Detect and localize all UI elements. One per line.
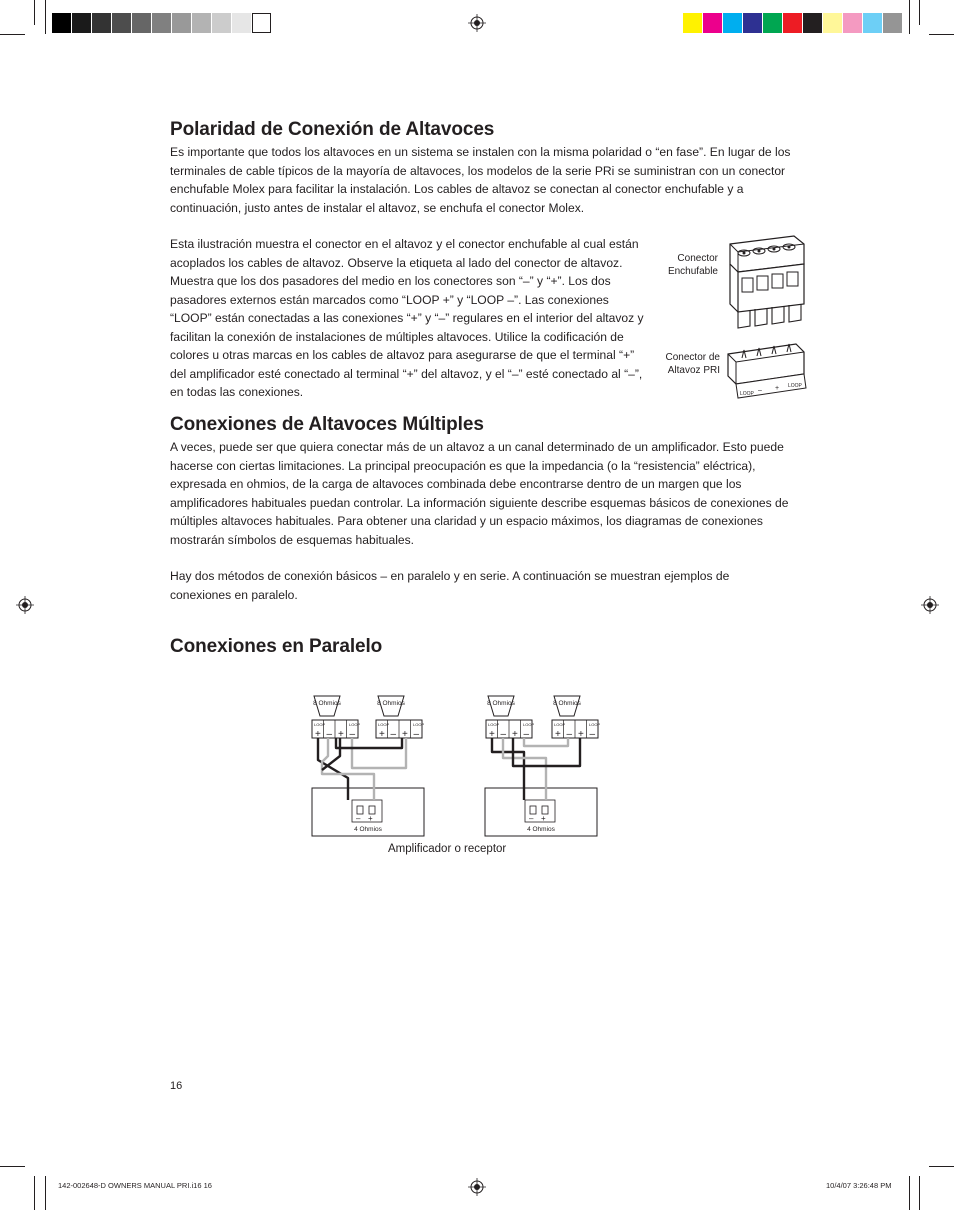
multiple-paragraph-2: Hay dos métodos de conexión básicos – en paralelo y en serie. A continuación se muestran ejemplos de conexiones en paralelo.	[170, 569, 730, 602]
crop-mark-br-v2	[909, 1176, 910, 1210]
gray-swatch	[72, 13, 91, 33]
terminal-polarity-label: –	[589, 729, 596, 740]
gray-swatch	[172, 13, 191, 33]
pri-label-line-1: Conector de	[665, 352, 720, 363]
crop-mark-bl-v2	[45, 1176, 46, 1210]
color-swatch	[703, 13, 722, 33]
speaker-impedance-label: 8 Ohmios	[313, 700, 341, 707]
crop-mark-tr-v	[919, 0, 920, 25]
diagram-caption: Amplificador o receptor	[388, 843, 507, 855]
color-swatch	[883, 13, 902, 33]
slug-date-time: 10/4/07 3:26:48 PM	[826, 1181, 892, 1190]
color-swatch	[803, 13, 822, 33]
terminal-loop-label: LOOP	[523, 722, 535, 727]
crop-mark-br-v	[919, 1176, 920, 1210]
crop-mark-br-h	[929, 1166, 954, 1167]
registration-mark-icon	[468, 1178, 486, 1196]
section-title-parallel: Conexiones en Paralelo	[170, 636, 383, 657]
crop-mark-tr-v2	[909, 0, 910, 34]
pri-connector-label	[640, 351, 720, 377]
gray-swatch	[232, 13, 251, 33]
terminal-polarity-label: +	[578, 729, 584, 740]
pri-pin-plus: +	[775, 385, 780, 392]
plug-connector-label	[640, 252, 718, 278]
terminal-polarity-label: +	[402, 729, 408, 740]
terminal-polarity-label: –	[500, 729, 507, 740]
terminal-polarity-label: +	[555, 729, 561, 740]
gray-swatch	[92, 13, 111, 33]
amplifier-terminal-minus	[530, 806, 536, 814]
color-swatch	[683, 13, 702, 33]
plug-label-line-2: Enchufable	[667, 266, 718, 277]
amplifier-plus-label: +	[368, 814, 373, 823]
section-title-polarity: Polaridad de Conexión de Altavoces	[170, 119, 495, 140]
polarity-paragraph-1: Es importante que todos los altavoces en un sistema se instalen con la misma polaridad o “en fase”. En lugar de los terminales de cable típicos de la mayoría de altavoces, los modelos de la serie PRi se suministran con un conector enchufable Molex para facilitar la instalación. Los cables de altavoz se conectan al conector enchufable y a continuación, justo antes de instalar el altavoz, se enchufa el conector Molex.	[170, 145, 791, 215]
wire-gray	[352, 738, 406, 768]
parallel-wiring-diagrams	[300, 690, 620, 840]
terminal-polarity-label: –	[566, 729, 573, 740]
color-swatch	[763, 13, 782, 33]
terminal-loop-label: LOOP	[413, 722, 425, 727]
terminal-polarity-label: –	[326, 729, 333, 740]
pri-pin-minus: –	[758, 387, 762, 394]
pri-pin-loop-left: LOOP	[740, 391, 754, 397]
terminal-polarity-label: +	[379, 729, 385, 740]
terminal-loop-label: LOOP	[378, 722, 390, 727]
terminal-loop-label: LOOP	[488, 722, 500, 727]
color-swatch	[863, 13, 882, 33]
terminal-polarity-label: +	[338, 729, 344, 740]
terminal-polarity-label: –	[390, 729, 397, 740]
amplifier-minus-label: –	[529, 814, 534, 823]
terminal-polarity-label: –	[413, 729, 420, 740]
amplifier-impedance-label: 4 Ohmios	[354, 826, 382, 833]
crop-mark-bl-h	[0, 1166, 25, 1167]
crop-mark-tl-v2	[45, 0, 46, 34]
amplifier-terminal-plus	[542, 806, 548, 814]
wire-gray	[524, 738, 568, 746]
speaker-impedance-label: 8 Ohmios	[553, 700, 581, 707]
color-swatch	[723, 13, 742, 33]
speaker-impedance-label: 8 Ohmios	[377, 700, 405, 707]
gray-swatch	[152, 13, 171, 33]
section-title-multiple: Conexiones de Altavoces Múltiples	[170, 414, 484, 435]
crop-mark-bl-v	[34, 1176, 35, 1210]
page-number: 16	[170, 1080, 183, 1092]
color-swatch	[823, 13, 842, 33]
terminal-polarity-label: –	[523, 729, 530, 740]
amplifier-minus-label: –	[356, 814, 361, 823]
terminal-polarity-label: –	[349, 729, 356, 740]
gray-swatch	[212, 13, 231, 33]
registration-mark-icon	[921, 596, 939, 614]
pri-label-line-2: Altavoz PRI	[667, 365, 720, 376]
pri-pin-loop-right: LOOP	[788, 383, 802, 389]
color-swatch	[783, 13, 802, 33]
speaker-impedance-label: 8 Ohmios	[487, 700, 515, 707]
registration-mark-icon	[468, 14, 486, 32]
terminal-loop-label: LOOP	[589, 722, 601, 727]
color-swatch	[843, 13, 862, 33]
registration-mark-icon	[16, 596, 34, 614]
amplifier-terminal-plus	[369, 806, 375, 814]
amplifier-plus-label: +	[541, 814, 546, 823]
gray-swatch	[132, 13, 151, 33]
molex-connector-illustration	[722, 232, 812, 402]
gray-swatch	[252, 13, 271, 33]
slug-file-info: 142-002648-D OWNERS MANUAL PRI.i16 16	[58, 1181, 212, 1190]
gray-swatch	[112, 13, 131, 33]
amplifier-terminal-minus	[357, 806, 363, 814]
terminal-loop-label: LOOP	[314, 722, 326, 727]
plug-label-line-1: Conector	[677, 253, 718, 264]
multiple-paragraph-1: A veces, puede ser que quiera conectar más de un altavoz a un canal determinado de un amplificador. Esto puede hacerse con ciertas limitaciones. La principal preocupación es que la impedancia (o la “resistencia” eléctrica), expresada en ohmios, de la carga de altavoces combinada debe encontrarse dentro de un margen que los amplificadores habituales puedan controlar. La información siguiente describe esquemas básicos de conexiones de múltiples altavoces habituales. Para obtener una claridad y un espacio máximos, los diagramas de conexiones mostrarán símbolos de esquemas habituales.	[170, 440, 789, 547]
crop-mark-tl-h	[0, 34, 25, 35]
gray-swatch	[192, 13, 211, 33]
color-swatch	[743, 13, 762, 33]
amplifier-impedance-label: 4 Ohmios	[527, 826, 555, 833]
crop-mark-tr-h	[929, 34, 954, 35]
crop-mark-tl-v	[34, 0, 35, 25]
gray-swatch	[52, 13, 71, 33]
terminal-polarity-label: +	[512, 729, 518, 740]
terminal-polarity-label: +	[315, 729, 321, 740]
terminal-loop-label: LOOP	[349, 722, 361, 727]
polarity-paragraph-2: Esta ilustración muestra el conector en el altavoz y el conector enchufable al cual están acoplados los cables de altavoz. Observe la etiqueta al lado del conector de altavoz. Muestra que los dos pasadores del medio en los conectores son “–” y “+”. Los dos pasadores externos están marcados como “LOOP +” y “LOOP –”. Las conexiones “LOOP” están conectadas a las conexiones “+” y “–” regulares en el interior del altavoz y facilitan la conexión de instalaciones de múltiples altavoces. Utilice la codificación de colores u otras marcas en los cables de altavoz para asegurarse de que el terminal “+” del amplificador esté conectado al terminal “+” del altavoz, y el “–” esté conectado al “–”, en todas las conexiones.	[170, 237, 644, 399]
terminal-loop-label: LOOP	[554, 722, 566, 727]
terminal-polarity-label: +	[489, 729, 495, 740]
